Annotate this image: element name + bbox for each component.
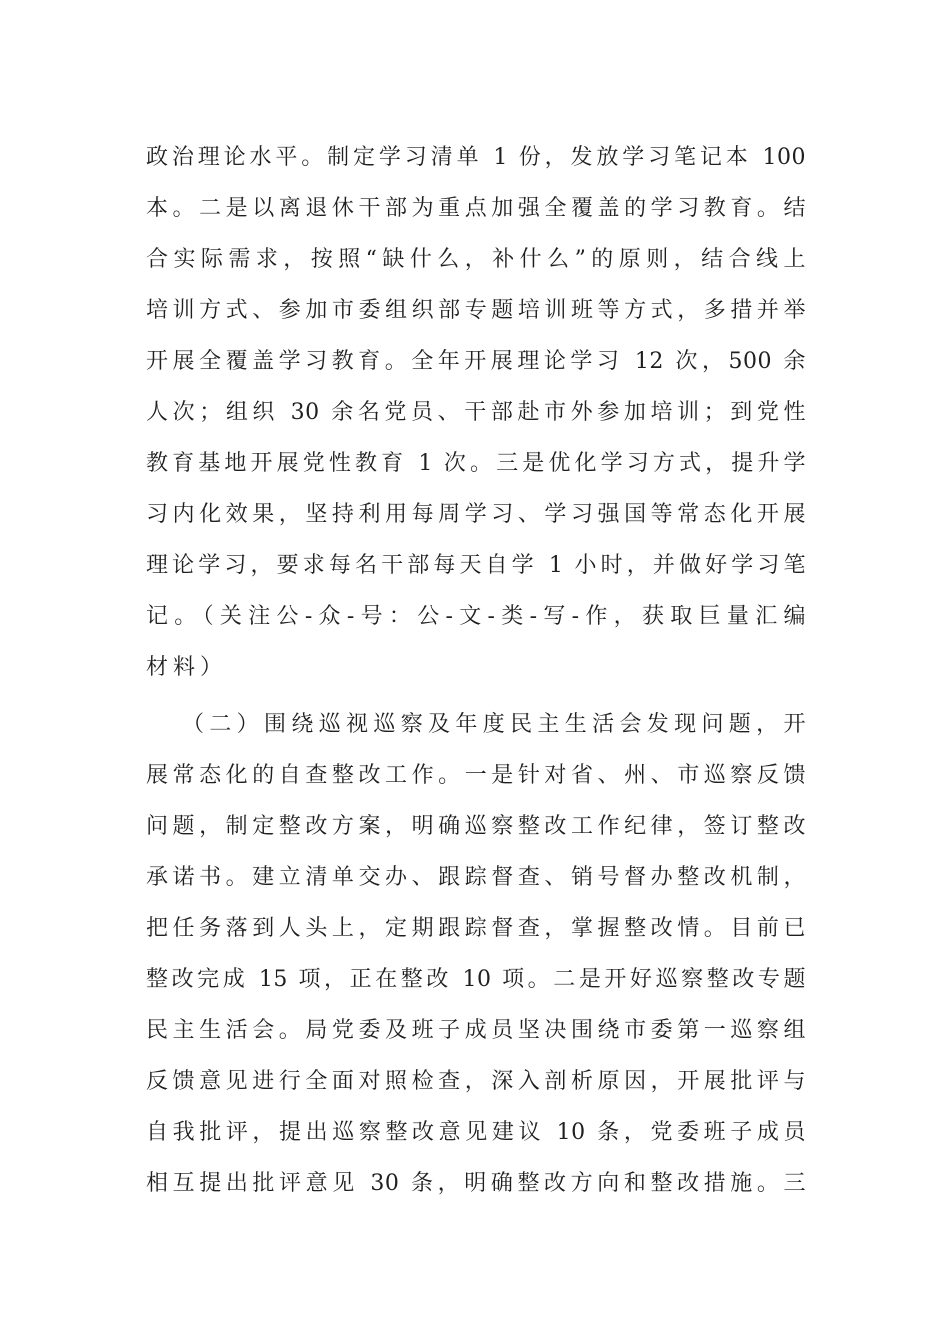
document-body xyxy=(146,132,806,1209)
paragraph-1-line: 教育基地开展党性教育 1 次。三是优化学习方式，提升学 xyxy=(146,451,806,476)
paragraph-1-line: 合实际需求，按照“缺什么，补什么”的原则，结合线上 xyxy=(146,247,806,272)
paragraph-2-line: 反馈意见进行全面对照检查，深入剖析原因，开展批评与 xyxy=(146,1069,806,1094)
paragraph-2 xyxy=(146,699,806,1209)
paragraph-1-line: 记。（关注公-众-号：公-文-类-写-作，获取巨量汇编 xyxy=(146,604,806,629)
paragraph-2-line: 相互提出批评意见 30 条，明确整改方向和整改措施。三 xyxy=(146,1171,806,1196)
paragraph-1-line: 本。二是以离退休干部为重点加强全覆盖的学习教育。结 xyxy=(146,196,806,221)
paragraph-2-line: （二）围绕巡视巡察及年度民主生活会发现问题，开 xyxy=(182,712,806,737)
paragraph-2-line: 承诺书。建立清单交办、跟踪督查、销号督办整改机制， xyxy=(146,865,806,890)
paragraph-1-line: 材料） xyxy=(146,655,228,680)
paragraph-1-line: 习内化效果，坚持利用每周学习、学习强国等常态化开展 xyxy=(146,502,806,527)
paragraph-2-line: 民主生活会。局党委及班子成员坚决围绕市委第一巡察组 xyxy=(146,1018,806,1043)
paragraph-2-line: 把任务落到人头上，定期跟踪督查，掌握整改情。目前已 xyxy=(146,916,806,941)
paragraph-1 xyxy=(146,132,806,693)
paragraph-2-line: 展常态化的自查整改工作。一是针对省、州、市巡察反馈 xyxy=(146,763,806,788)
paragraph-2-line: 自我批评，提出巡察整改意见建议 10 条，党委班子成员 xyxy=(146,1120,806,1145)
paragraph-1-line: 培训方式、参加市委组织部专题培训班等方式，多措并举 xyxy=(146,298,806,323)
paragraph-1-line: 理论学习，要求每名干部每天自学 1 小时，并做好学习笔 xyxy=(146,553,806,578)
paragraph-2-line: 问题，制定整改方案，明确巡察整改工作纪律，签订整改 xyxy=(146,814,806,839)
paragraph-1-line: 人次；组织 30 余名党员、干部赴市外参加培训；到党性 xyxy=(146,400,806,425)
paragraph-1-line: 开展全覆盖学习教育。全年开展理论学习 12 次，500 余 xyxy=(146,349,806,374)
paragraph-2-line: 整改完成 15 项，正在整改 10 项。二是开好巡察整改专题 xyxy=(146,967,806,992)
paragraph-1-line: 政治理论水平。制定学习清单 1 份，发放学习笔记本 100 xyxy=(146,145,806,170)
